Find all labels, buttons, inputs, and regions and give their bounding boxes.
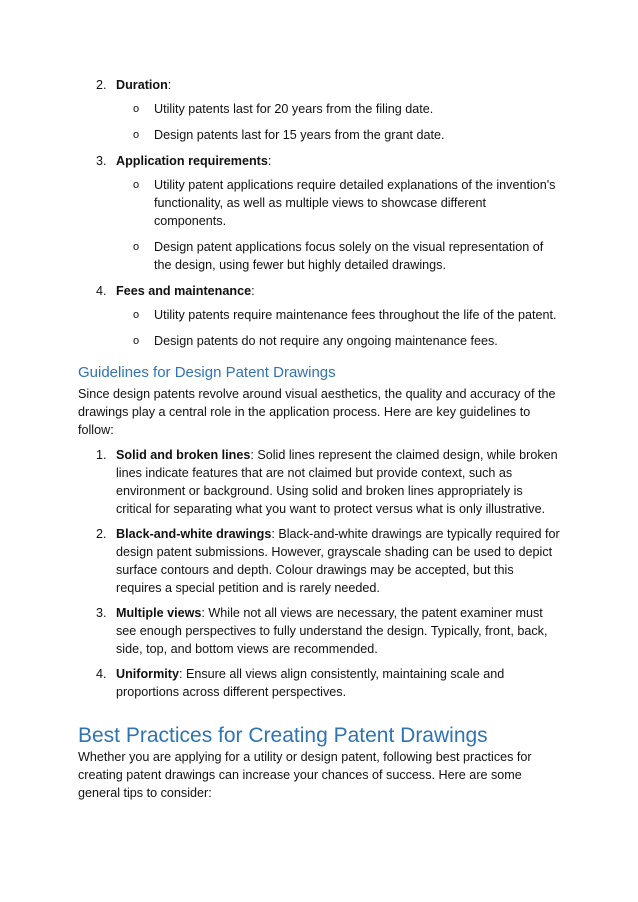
item-rest: : Ensure all views align consistently, maintaining scale and proportions across different perspectives. xyxy=(116,667,505,699)
list-item-duration xyxy=(78,76,560,144)
sub-list-item xyxy=(116,332,560,350)
item-rest: : xyxy=(167,78,172,92)
best-practices-intro: Whether you are applying for a utility or design patent, following best practices for creating patent drawings can increase your chances of success. Here are some general tips to consider: xyxy=(78,750,532,800)
item-term: Duration xyxy=(116,78,168,92)
item-term: Uniformity xyxy=(116,667,179,681)
item-number: 4. xyxy=(96,284,107,298)
sub-list-item xyxy=(116,126,560,144)
sub-list xyxy=(116,100,560,144)
item-rest: : Solid lines represent the claimed design, while broken lines indicate features that are not claimed but provide context, such as environment or background. Using solid and broken lines appropriately is critical for separating what you want to protect versus what is only illustrative. xyxy=(116,448,558,516)
guidelines-list xyxy=(78,446,560,701)
sub-item-text: Utility patents require maintenance fees throughout the life of the patent. xyxy=(154,308,557,322)
sub-item-text: Design patent applications focus solely on the visual representation of the design, using fewer but highly detailed drawings. xyxy=(154,240,544,272)
item-number: 3. xyxy=(96,606,107,620)
comparison-list xyxy=(78,76,560,350)
sub-list-item xyxy=(116,238,560,274)
item-number: 2. xyxy=(96,78,107,92)
document-content xyxy=(78,76,560,809)
item-number: 3. xyxy=(96,154,107,168)
item-term: Fees and maintenance xyxy=(116,284,252,298)
list-item-application-requirements xyxy=(78,152,560,274)
circle-bullet-icon: o xyxy=(133,129,140,141)
sub-list-item xyxy=(116,306,560,324)
sub-list-item xyxy=(116,176,560,230)
item-rest: : While not all views are necessary, the patent examiner must see enough perspectives to fully understand the design. Typically, front, back, side, top, and bottom views are recommended. xyxy=(116,606,548,656)
item-rest: : Black-and-white drawings are typically required for design patent submissions. However, grayscale shading can be used to depict surface contours and depth. Colour drawings may be accepted, but this requires a special petition and is rarely needed. xyxy=(116,527,560,595)
item-term: Solid and broken lines xyxy=(116,448,251,462)
item-term: Application requirements xyxy=(116,154,268,168)
sub-item-text: Utility patents last for 20 years from the filing date. xyxy=(154,102,434,116)
guideline-item xyxy=(78,446,560,518)
item-number: 1. xyxy=(96,448,107,462)
sub-item-text: Utility patent applications require detailed explanations of the invention's functionality, as well as multiple views to showcase different components. xyxy=(154,178,556,228)
guideline-item xyxy=(78,665,560,701)
sub-list xyxy=(116,176,560,274)
guideline-item xyxy=(78,604,560,658)
section-heading-guidelines: Guidelines for Design Patent Drawings xyxy=(78,364,336,381)
circle-bullet-icon: o xyxy=(133,103,140,115)
item-number: 4. xyxy=(96,667,107,681)
circle-bullet-icon: o xyxy=(133,241,140,253)
sub-list xyxy=(116,306,560,350)
sub-list-item xyxy=(116,100,560,118)
circle-bullet-icon: o xyxy=(133,179,140,191)
item-term: Multiple views xyxy=(116,606,202,620)
circle-bullet-icon: o xyxy=(133,309,140,321)
guidelines-intro: Since design patents revolve around visual aesthetics, the quality and accuracy of the drawings play a central role in the application process. Here are key guidelines to follow: xyxy=(78,387,556,437)
guideline-item xyxy=(78,525,560,597)
sub-item-text: Design patents do not require any ongoing maintenance fees. xyxy=(154,334,498,348)
item-term: Black-and-white drawings xyxy=(116,527,272,541)
item-number: 2. xyxy=(96,527,107,541)
list-item-fees-and-maintenance xyxy=(78,282,560,350)
section-heading-best-practices: Best Practices for Creating Patent Drawings xyxy=(78,724,488,747)
item-rest: : xyxy=(251,284,255,298)
sub-item-text: Design patents last for 15 years from the grant date. xyxy=(154,128,445,142)
item-rest: : xyxy=(267,154,272,168)
circle-bullet-icon: o xyxy=(133,335,140,347)
